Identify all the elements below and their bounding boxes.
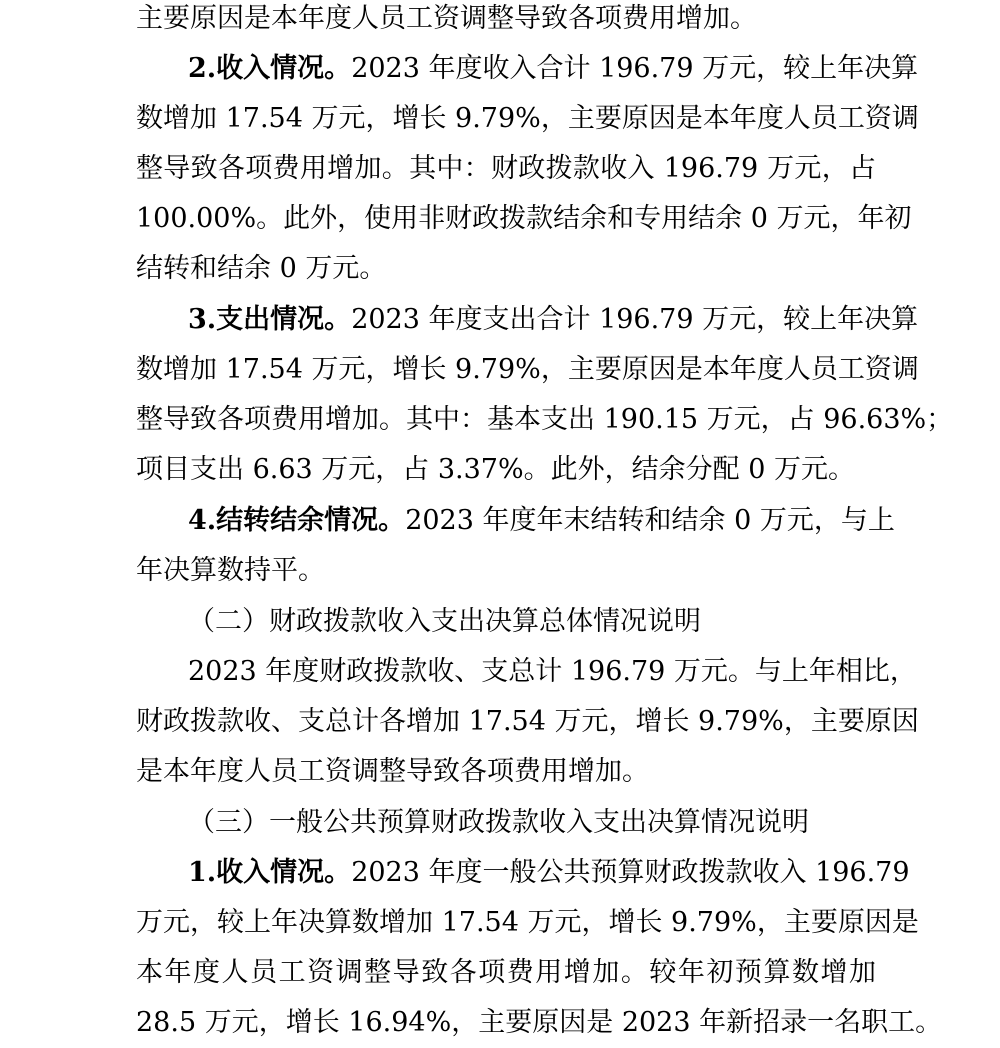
section-heading-carryover: 4.结转结余情况。	[188, 505, 406, 536]
subsection-heading-3: （三）一般公共预算财政拨款收入支出决算情况说明	[188, 807, 809, 838]
paragraph-line: 整导致各项费用增加。其中：财政拨款收入 196.79 万元，占	[136, 153, 876, 184]
section-heading-expenditure: 3.支出情况。	[188, 304, 352, 335]
paragraph-line: 万元，较上年决算数增加 17.54 万元，增长 9.79%，主要原因是	[136, 907, 919, 938]
paragraph-line: 28.5 万元，增长 16.94%，主要原因是 2023 年新招录一名职工。	[136, 1007, 943, 1038]
paragraph-line: 是本年度人员工资调整导致各项费用增加。	[136, 756, 649, 787]
subsection-heading-2: （二）财政拨款收入支出决算总体情况说明	[188, 606, 701, 637]
paragraph-text: 2023 年度年末结转和结余 0 万元，与上	[405, 505, 895, 536]
paragraph-line	[188, 44, 919, 94]
paragraph-line: 2023 年度财政拨款收、支总计 196.79 万元。与上年相比，	[188, 656, 917, 687]
paragraph-text: 2023 年度收入合计 196.79 万元，较上年决算	[351, 53, 919, 84]
paragraph-line	[188, 848, 910, 898]
paragraph-line: 本年度人员工资调整导致各项费用增加。较年初预算数增加	[136, 957, 876, 988]
paragraph-line	[188, 295, 919, 345]
paragraph-line: 100.00%。此外，使用非财政拨款结余和专用结余 0 万元，年初	[136, 203, 912, 234]
paragraph-line: 主要原因是本年度人员工资调整导致各项费用增加。	[136, 3, 757, 34]
paragraph-line: 数增加 17.54 万元，增长 9.79%，主要原因是本年度人员工资调	[136, 354, 919, 385]
paragraph-text: 2023 年度一般公共预算财政拨款收入 196.79	[351, 857, 910, 888]
paragraph-line: 结转和结余 0 万元。	[136, 253, 387, 284]
paragraph-line	[188, 496, 895, 546]
paragraph-line: 项目支出 6.63 万元，占 3.37%。此外，结余分配 0 万元。	[136, 454, 855, 485]
section-heading-income: 2.收入情况。	[188, 53, 352, 84]
paragraph-line: 年决算数持平。	[136, 555, 325, 586]
section-heading-general-income: 1.收入情况。	[188, 857, 352, 888]
paragraph-line: 数增加 17.54 万元，增长 9.79%，主要原因是本年度人员工资调	[136, 103, 919, 134]
paragraph-text: 2023 年度支出合计 196.79 万元，较上年决算	[351, 304, 919, 335]
paragraph-line: 整导致各项费用增加。其中：基本支出 190.15 万元，占 96.63%；	[136, 404, 954, 435]
paragraph-line: 财政拨款收、支总计各增加 17.54 万元，增长 9.79%，主要原因	[136, 706, 919, 737]
